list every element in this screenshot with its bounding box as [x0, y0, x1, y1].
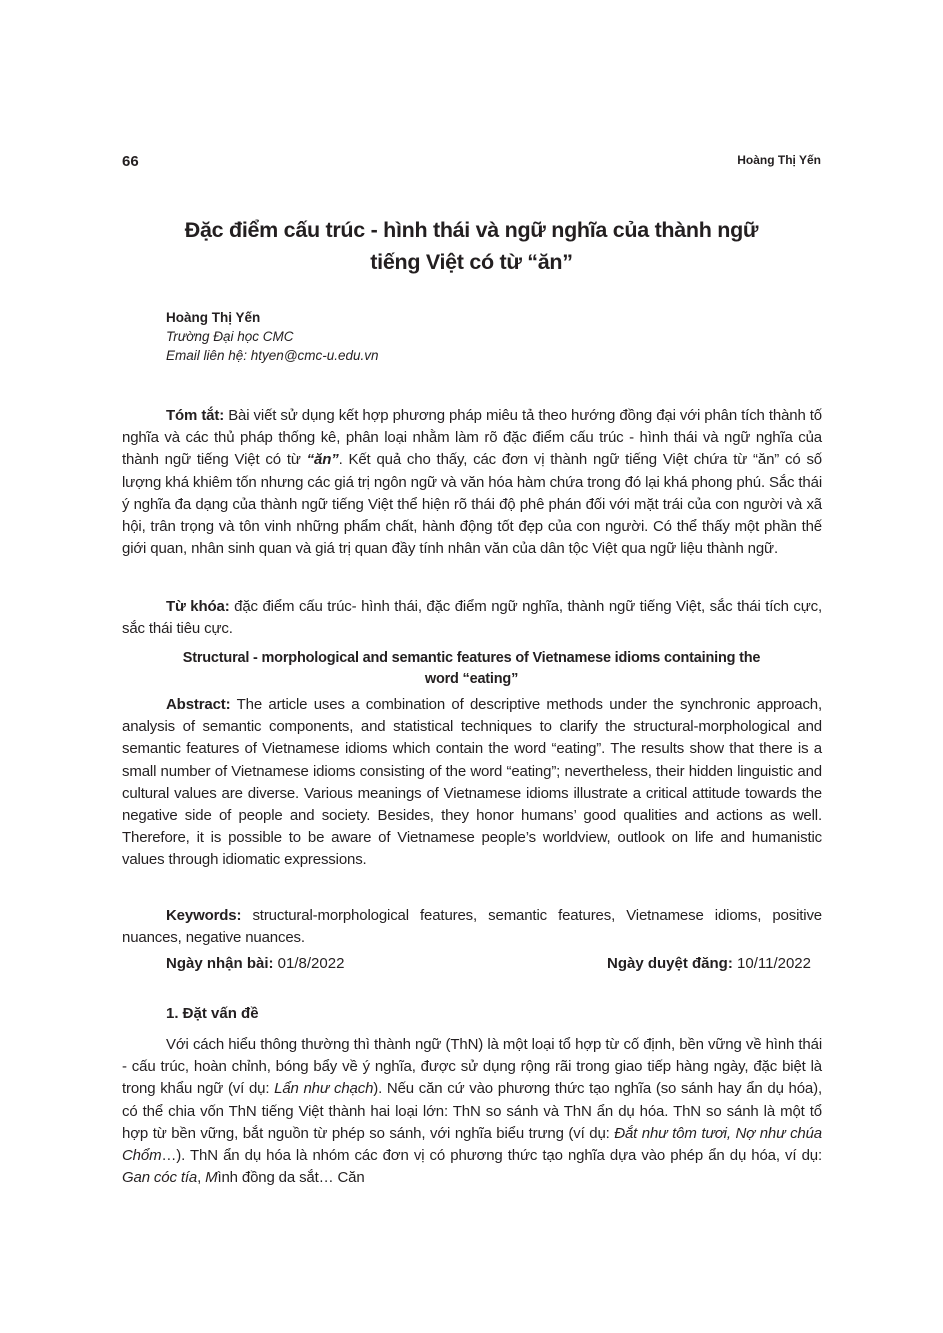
author-affiliation: Trường Đại học CMC: [166, 329, 294, 344]
article-title: [100, 214, 843, 278]
approved-value: 10/11/2022: [732, 955, 811, 972]
approved-label: Ngày duyệt đăng:: [607, 955, 733, 972]
page-number: 66: [122, 153, 139, 170]
s1-text-5: ình đồng da sắt… Căn: [217, 1169, 365, 1187]
abstract-english: [122, 694, 822, 872]
received-value: 01/8/2022: [273, 955, 345, 972]
author-block: [166, 308, 379, 365]
running-header-author: Hoàng Thị Yến: [737, 153, 821, 167]
keywords-vi-label: Từ khóa:: [166, 598, 230, 615]
approved-date: [607, 955, 811, 972]
english-title: [110, 648, 833, 690]
abstract-vi-text-a: Bài viết sử dụng kết hợp phương pháp miêu tả theo hướng đồng đại với phân tích thành tố nghĩa và các thủ pháp thống kê, phân loại nhằm làm rõ đặc điểm cấu trúc - hình thái và ngữ nghĩa của thành ngữ tiếng Việt có từ: [122, 407, 822, 469]
section-1-paragraph: [122, 1034, 822, 1189]
keywords-en-text: structural-morphological features, semantic features, Vietnamese idioms, positive nuances, negative nuances.: [122, 907, 822, 947]
abstract-en-text: The article uses a combination of descriptive methods under the synchronic approach, analysis of semantic components, and statistical techniques to clarify the structural-morphological and semantic features of Vietnamese idioms which contain the word “eating”. The results show that there is a small number of Vietnamese idioms consisting of the word “eating”; nevertheless, their hidden linguistic and cultural values are diverse. Various meanings of Vietnamese idioms illustrate a critical attitude towards the negative side of people and society. Besides, they honor humans’ good qualities and actions as well. Therefore, it is possible to be aware of Vietnamese people’s worldview, outlook on life and humanistic values through idiomatic expressions.: [122, 696, 822, 869]
abstract-vi-text-b: . Kết quả cho thấy, các đơn vị thành ngữ tiếng Việt chứa từ “ăn” có số lượng khá khiêm tốn nhưng các giá trị ngôn ngữ và văn hóa hàm chứa trong đó lại khá phong phú. Sắc thái ý nghĩa đa dạng của thành ngữ tiếng Việt thể hiện rõ thái độ phê phán đối với mặt trái của con người và xã hội, trân trọng và tôn vinh những phẩm chất, hành động tốt đẹp của con người. Có thể thấy một phần thế giới quan, nhân sinh quan và giá trị quan đầy tính nhân văn của dân tộc Việt qua ngữ liệu thành ngữ.: [122, 451, 823, 558]
keywords-vietnamese: [122, 596, 822, 640]
section-heading: 1. Đặt vấn đề: [166, 1005, 259, 1022]
received-date: [166, 955, 344, 972]
abstract-vi-label: Tóm tắt:: [166, 407, 225, 424]
author-email: Email liên hệ: htyen@cmc-u.edu.vn: [166, 348, 379, 363]
s1-example-2: Đắt như tôm tươi, Nợ như chúa Chổm: [122, 1124, 822, 1165]
s1-example-4: M: [205, 1169, 218, 1187]
abstract-en-label: Abstract:: [166, 696, 231, 713]
keywords-vi-text: đặc điểm cấu trúc- hình thái, đặc điểm ngữ nghĩa, thành ngữ tiếng Việt, sắc thái tích cực, sắc thái tiêu cực.: [122, 598, 822, 638]
english-title-line-1: Structural - morphological and semantic features of Vietnamese idioms containing the: [182, 650, 761, 666]
title-line-1: Đặc điểm cấu trúc - hình thái và ngữ nghĩa của thành ngữ: [184, 218, 759, 242]
s1-text-1: Với cách hiểu thông thường thì thành ngữ (ThN) là một loại tổ hợp từ cố định, bền vững về hình thái - cấu trúc, hoàn chỉnh, bóng bẩy về ý nghĩa, được sử dụng rộng rãi trong giao tiếp hàng ngày, đặc biệt là trong khẩu ngữ (ví dụ:: [122, 1036, 822, 1098]
title-line-2: tiếng Việt có từ “ăn”: [370, 250, 573, 274]
s1-example-1: Lẩn như chạch: [274, 1080, 374, 1098]
abstract-vietnamese: [122, 405, 822, 560]
keywords-en-label: Keywords:: [166, 907, 242, 924]
s1-example-3: Gan cóc tía: [122, 1169, 198, 1187]
keywords-english: [122, 905, 822, 949]
english-title-line-2: word “eating”: [424, 671, 519, 687]
s1-text-3: …). ThN ẩn dụ hóa là nhóm các đơn vị có phương thức tạo nghĩa dựa vào phép ẩn dụ hóa, ví dụ:: [161, 1147, 822, 1165]
received-label: Ngày nhận bài:: [166, 955, 274, 972]
s1-text-4: ,: [197, 1169, 206, 1187]
author-name: Hoàng Thị Yến: [166, 310, 261, 325]
abstract-vi-em-word: “ăn”: [306, 451, 339, 469]
article-dates: [166, 955, 811, 972]
s1-text-2: ). Nếu căn cứ vào phương thức tạo nghĩa (so sánh hay ẩn dụ hóa), có thể chia vốn ThN tiếng Việt thành hai loại lớn: ThN so sánh và ThN ẩn dụ hóa. ThN so sánh là một tổ hợp từ bền vững, bắt nguồn từ phép so sánh, với nghĩa biểu trưng (ví dụ:: [122, 1080, 822, 1142]
